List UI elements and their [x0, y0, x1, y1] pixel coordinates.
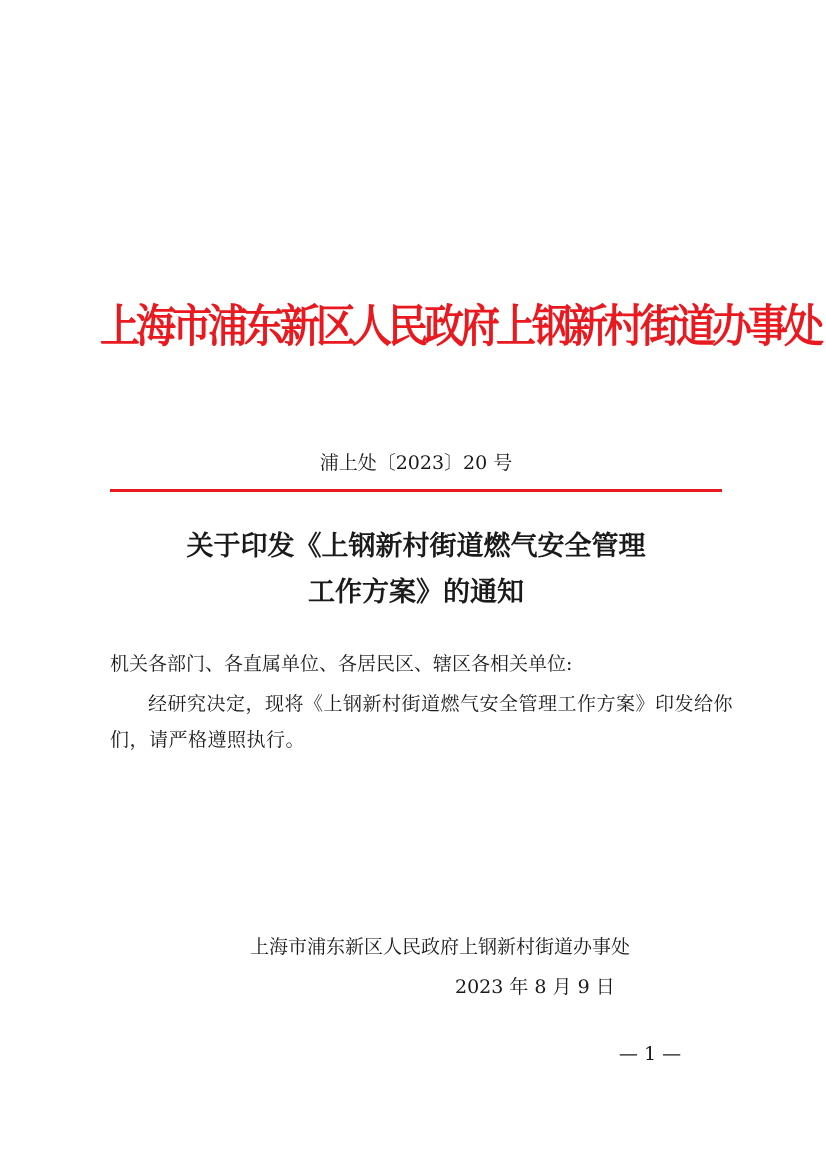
document-title — [110, 524, 722, 616]
salutation: 机关各部门、各直属单位、各居民区、辖区各相关单位: — [110, 653, 573, 675]
page-number: — 1 — — [618, 1043, 682, 1065]
issuer-header-title: 上海市浦东新区人民政府上钢新村街道办事处 — [100, 301, 820, 353]
signature-date: 2023 年 8 月 9 日 — [455, 976, 615, 998]
body-paragraph: 经研究决定，现将《上钢新村街道燃气安全管理工作方案》印发给你们，请严格遵照执行。 — [110, 693, 734, 751]
red-divider-line — [110, 489, 722, 492]
document-title-line-1: 关于印发《上钢新村街道燃气安全管理 — [186, 531, 646, 562]
signature-organization: 上海市浦东新区人民政府上钢新村街道办事处 — [250, 936, 631, 958]
document-number: 浦上处〔2023〕20 号 — [319, 452, 513, 474]
document-title-line-2: 工作方案》的通知 — [308, 577, 524, 608]
